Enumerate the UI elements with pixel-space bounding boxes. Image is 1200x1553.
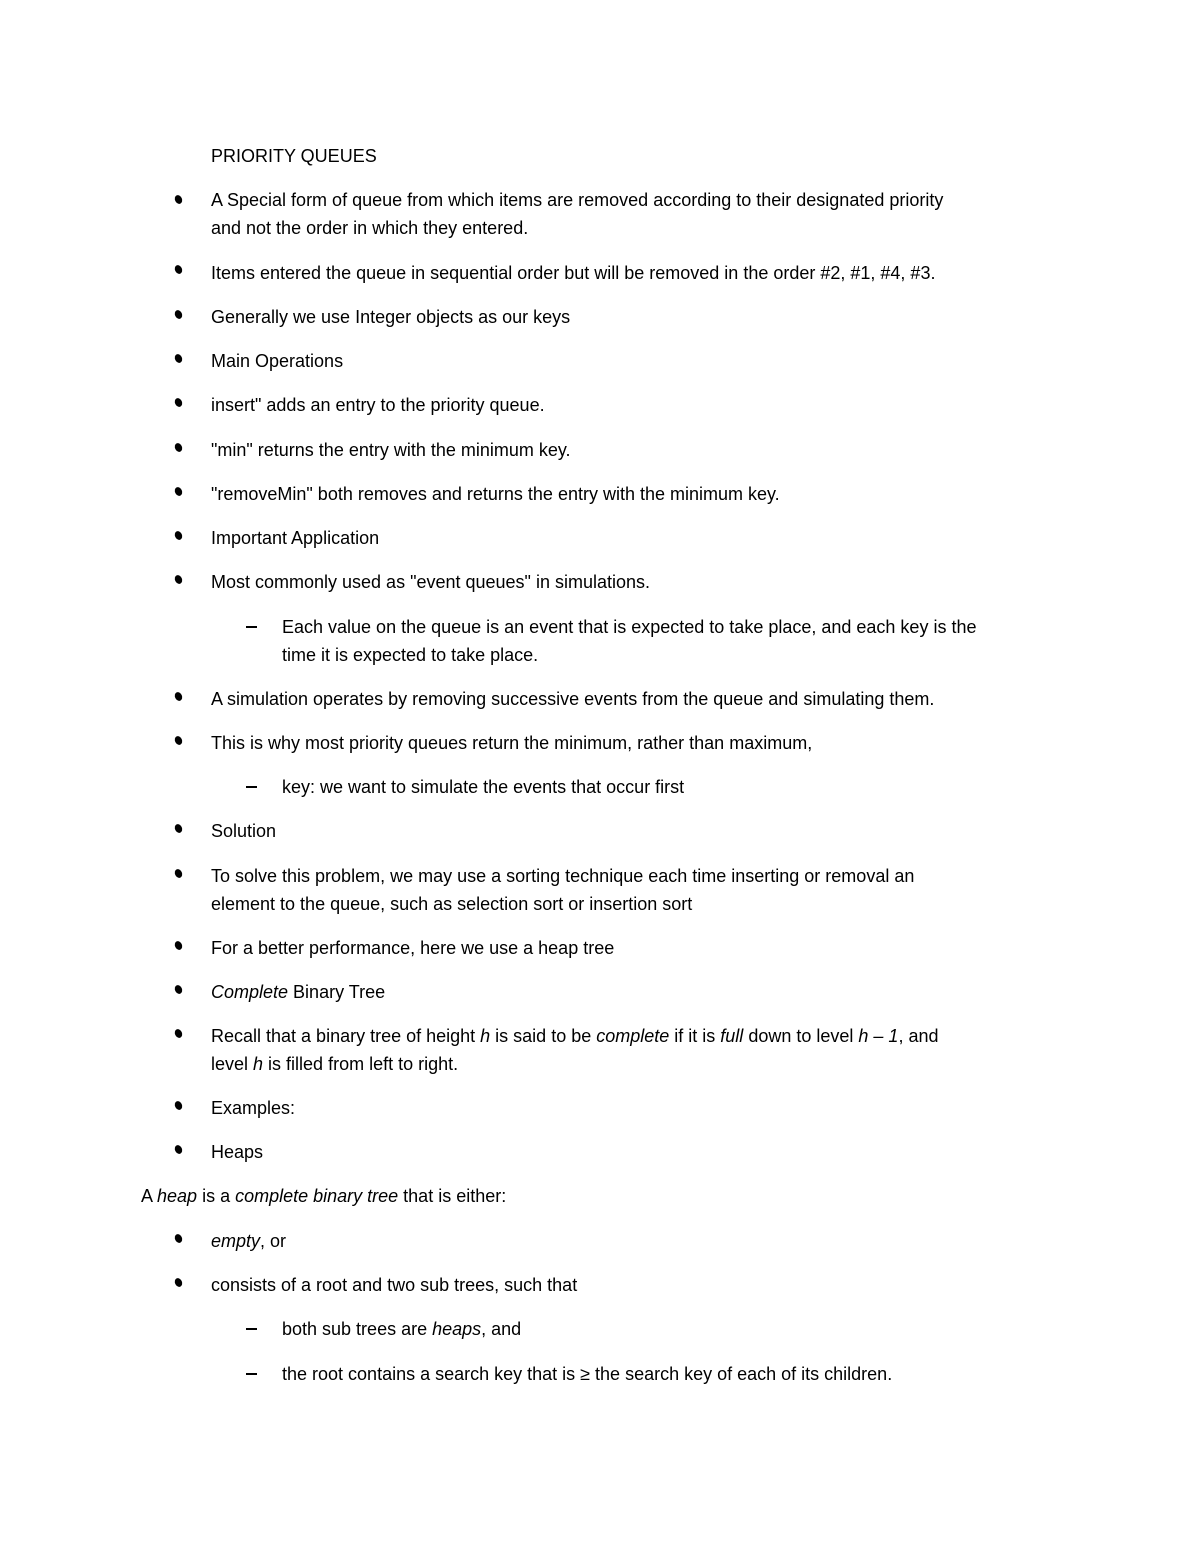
plain-text: is said to be: [490, 1026, 597, 1046]
list-item: Examples:: [211, 1098, 296, 1118]
dash-icon: [246, 626, 257, 628]
bullet-icon: [173, 1277, 183, 1288]
sub-list-item-continuation: time it is expected to take place.: [282, 645, 539, 665]
list-item: Generally we use Integer objects as our keys: [211, 307, 571, 327]
emphasis-text: full: [720, 1026, 744, 1046]
plain-text: is a: [197, 1186, 236, 1206]
plain-text: is filled from left to right.: [263, 1054, 459, 1074]
dash-icon: [246, 786, 257, 788]
emphasis-text: heaps: [432, 1319, 482, 1339]
plain-text: if it is: [669, 1026, 721, 1046]
plain-text: , and: [481, 1319, 522, 1339]
page-title: PRIORITY QUEUES: [211, 146, 377, 166]
list-item-continuation: element to the queue, such as selection sort or insertion sort: [211, 894, 693, 914]
bullet-icon: [173, 574, 183, 585]
plain-text: Recall that a binary tree of height: [211, 1026, 481, 1046]
sub-list-item: the root contains a search key that is ≥ the search key of each of its children.: [282, 1364, 893, 1384]
dash-icon: [246, 1328, 257, 1330]
list-item: consists of a root and two sub trees, such that: [211, 1275, 578, 1295]
list-item: Solution: [211, 821, 277, 841]
list-item: [211, 1022, 938, 1050]
list-item: For a better performance, here we use a heap tree: [211, 938, 615, 958]
plain-text: that is either:: [398, 1186, 507, 1206]
bullet-icon: [173, 940, 183, 951]
bullet-icon: [173, 823, 183, 834]
list-item-continuation: [211, 1050, 458, 1078]
bullet-icon: [173, 984, 183, 995]
bullet-icon: [173, 397, 183, 408]
bullet-icon: [173, 735, 183, 746]
bullet-icon: [173, 868, 183, 879]
plain-text: , or: [260, 1231, 287, 1251]
list-item: Most commonly used as "event queues" in simulations.: [211, 572, 650, 592]
emphasis-text: empty: [211, 1231, 261, 1251]
plain-text: level: [211, 1054, 254, 1074]
bullet-icon: [173, 1028, 183, 1039]
list-item: A Special form of queue from which items are removed according to their designated priority: [211, 190, 944, 210]
list-item: insert" adds an entry to the priority queue.: [211, 395, 545, 415]
list-item: A simulation operates by removing successive events from the queue and simulating them.: [211, 689, 935, 709]
bullet-icon: [173, 691, 183, 702]
list-item: Main Operations: [211, 351, 344, 371]
list-item-continuation: and not the order in which they entered.: [211, 218, 529, 238]
plain-text: , and: [898, 1026, 939, 1046]
heap-definition: [141, 1182, 506, 1210]
emphasis-text: Complete: [211, 982, 289, 1002]
bullet-icon: [173, 194, 183, 205]
list-item: This is why most priority queues return the minimum, rather than maximum,: [211, 733, 813, 753]
list-item: "removeMin" both removes and returns the entry with the minimum key.: [211, 484, 780, 504]
emphasis-text: complete binary tree: [235, 1186, 399, 1206]
bullet-icon: [173, 530, 183, 541]
emphasis-text: h: [253, 1054, 264, 1074]
list-item: [211, 1227, 286, 1255]
bullet-icon: [173, 486, 183, 497]
bullet-icon: [173, 442, 183, 453]
list-item: Heaps: [211, 1142, 264, 1162]
list-item: [211, 978, 385, 1006]
bullet-icon: [173, 1233, 183, 1244]
sub-list-item: [282, 1315, 521, 1343]
emphasis-text: heap: [157, 1186, 198, 1206]
sub-list-item: Each value on the queue is an event that is expected to take place, and each key is the: [282, 617, 977, 637]
plain-text: A: [141, 1186, 158, 1206]
plain-text: both sub trees are: [282, 1319, 433, 1339]
sub-list-item: key: we want to simulate the events that occur first: [282, 777, 685, 797]
dash-icon: [246, 1373, 257, 1375]
bullet-icon: [173, 1100, 183, 1111]
list-item: Important Application: [211, 528, 380, 548]
plain-text: down to level: [743, 1026, 859, 1046]
emphasis-text: h: [480, 1026, 491, 1046]
list-item: "min" returns the entry with the minimum key.: [211, 440, 571, 460]
bullet-icon: [173, 1144, 183, 1155]
bullet-icon: [173, 309, 183, 320]
list-item: Items entered the queue in sequential order but will be removed in the order #2, #1, #4, #3.: [211, 263, 936, 283]
bullet-icon: [173, 264, 183, 275]
plain-text: Binary Tree: [288, 982, 386, 1002]
emphasis-text: complete: [596, 1026, 670, 1046]
emphasis-text: h – 1: [858, 1026, 899, 1046]
list-item: To solve this problem, we may use a sorting technique each time inserting or removal an: [211, 866, 915, 886]
bullet-icon: [173, 353, 183, 364]
